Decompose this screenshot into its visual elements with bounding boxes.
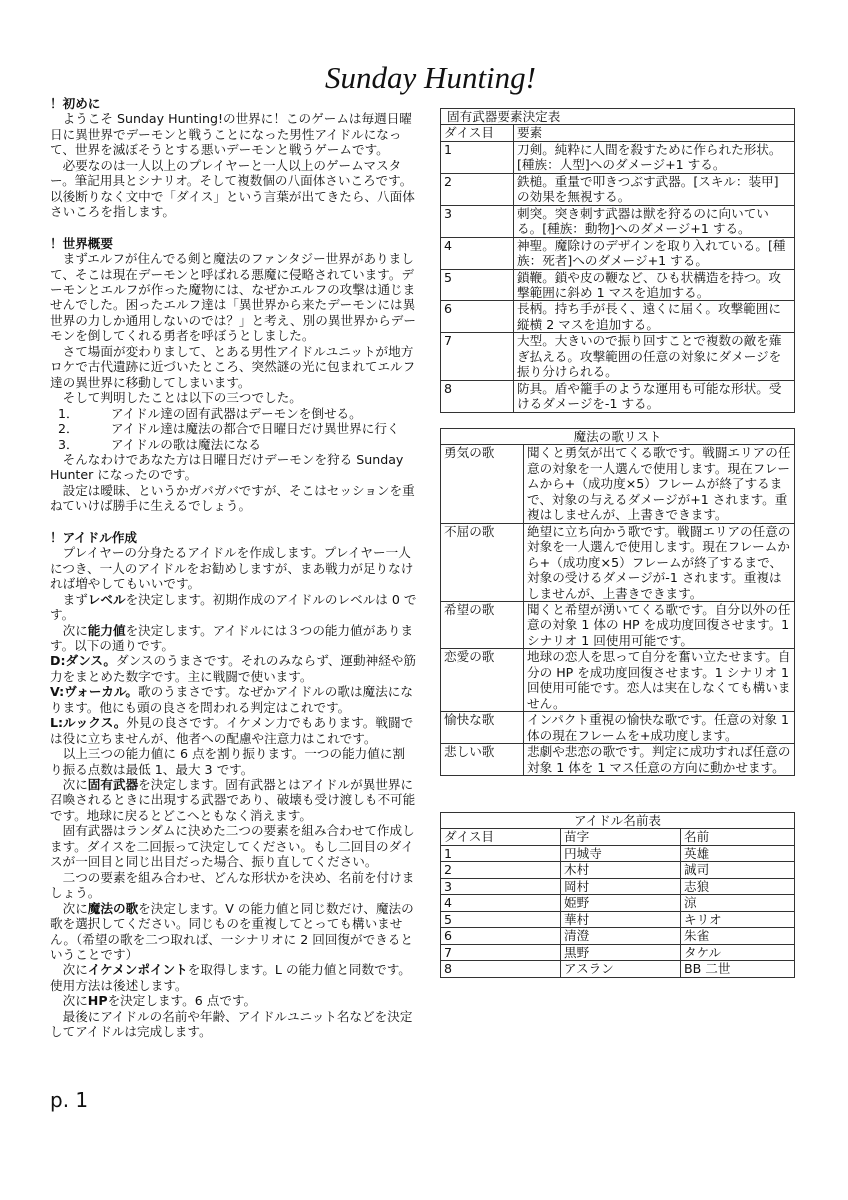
table-row (441, 911, 795, 927)
table-row (441, 301, 795, 333)
song-name-cell: 悲しい歌 (441, 744, 524, 776)
stat-name: V:ヴォーカル。 (50, 684, 139, 700)
item-number: 3． (58, 436, 79, 452)
idol-name-table (440, 812, 795, 978)
section-gap (50, 514, 417, 530)
element-description-cell: 大型。大きいので振り回すことで複数の敵を薙ぎ払える。攻撃範囲の任意の対象にダメージを振り分けられる。 (514, 333, 795, 380)
stat-text: 歌のうまさです。なぜかアイドルの歌は魔法になります。他にも頭の良さを問われる判定はこれです。 (50, 684, 413, 715)
song-description-cell: インパクト重視の愉快な歌です。任意の対象 1 体の現在フレームを+成功度します。 (524, 712, 795, 744)
magic-song-table (440, 428, 795, 776)
song-description-cell: 絶望に立ち向かう歌です。戦闘エリアの任意の対象を一人選んで使用します。現在フレームから+（成功度×5）フレームが終了するまで、対象の受けるダメージが-1 されます。重複はしませんが、上書きできます。 (524, 523, 795, 601)
paragraph: プレイヤーの分身たるアイドルを作成します。プレイヤー一人につき、一人のアイドルをお勧めしますが、まあ戦力が足りなければ増やしてもいいです。 (50, 545, 414, 592)
table-row (441, 237, 795, 269)
given-name-cell: 誠司 (681, 862, 795, 878)
weapon-table-header-element: 要素 (514, 125, 795, 141)
table-row (441, 744, 795, 776)
song-description-cell: 聞くと勇気が出てくる歌です。戦闘エリアの任意の対象を一人選んで使用します。現在フレームから+（成功度×5）フレームが終了するまで、対象の与えるダメージが+1 されます。重複はしませんが、上書きできます。 (524, 445, 795, 523)
surname-cell: 円城寺 (561, 845, 681, 861)
section-heading: ！世界概要 (50, 235, 113, 251)
paragraph: 以上三つの能力値に 6 点を割り振ります。一つの能力値に割り振る点数は最低 1、最大 3 です。 (50, 746, 406, 777)
table-row (441, 445, 795, 523)
given-name-cell: BB 二世 (681, 961, 795, 977)
table-row (441, 845, 795, 861)
given-name-cell: 英雄 (681, 845, 795, 861)
surname-cell: 姫野 (561, 895, 681, 911)
paragraph: 設定は曖昧、というかガバガバですが、そこはセッションを重ねていけば勝手に生えるでしょう。 (50, 482, 415, 514)
paragraph-keyword: 魔法の歌 (87, 900, 139, 916)
paragraph-keyword: 能力値 (87, 622, 126, 638)
paragraph (50, 592, 417, 623)
element-description-cell: 鎖鞭。鎖や皮の鞭など、ひも状構造を持つ。攻撃範囲に斜め 1 マスを追加する。 (514, 269, 795, 301)
given-name-cell: 朱雀 (681, 928, 795, 944)
table-row (441, 601, 795, 648)
paragraph (50, 993, 417, 1008)
song-name-cell: 愉快な歌 (441, 712, 524, 744)
song-table-caption: 魔法の歌リスト (441, 429, 795, 445)
item-text: アイドル達は魔法の都合で日曜日だけ異世界に行く (111, 421, 400, 437)
song-description-cell: 聞くと希望が湧いてくる歌です。自分以外の任意の対象 1 体の HP を成功度回復させます。1 シナリオ 1 回使用可能です。 (524, 601, 795, 648)
song-name-cell: 不屈の歌 (441, 523, 524, 601)
section-heading: ！アイドル作成 (50, 529, 138, 545)
page-number: p. 1 (50, 1088, 89, 1112)
section-gap (50, 220, 417, 236)
stat-description (50, 653, 417, 684)
song-name-cell: 恋愛の歌 (441, 649, 524, 712)
dice-value-cell: 4 (441, 895, 561, 911)
dice-value-cell: 3 (441, 878, 561, 894)
document-title: Sunday Hunting! (325, 60, 536, 95)
paragraph-keyword: HP (87, 993, 108, 1009)
paragraph-lead: 次に (62, 962, 88, 978)
song-description-cell: 地球の恋人を思って自分を奮い立たせます。自分の HP を成功度回復させます。1 シナリオ 1 回使用可能です。恋人は実在しなくても構いません。 (524, 649, 795, 712)
dice-value-cell: 5 (441, 911, 561, 927)
paragraph-lead: まず (62, 591, 88, 607)
song-name-cell: 希望の歌 (441, 601, 524, 648)
stat-description (50, 715, 417, 746)
paragraph (50, 777, 417, 823)
dice-value-cell: 6 (441, 301, 514, 333)
given-name-cell: タケル (681, 944, 795, 960)
table-row (441, 173, 795, 205)
paragraph-keyword: イケメンポイント (87, 962, 188, 978)
paragraph (50, 962, 417, 993)
weapon-table-header-dice: ダイス目 (441, 125, 514, 141)
paragraph: まずエルフが住んでる剣と魔法のファンタジー世界がありまして、そこは現在デーモンと呼ばれる悪魔に侵略されています。デーモンとエルフが作った魔物には、なぜかエルフの攻撃は通じませんでした。困ったエルフ達は「異世界から来たデーモンには異世界の力しか通用しないのでは？」と考え、別の異世界からデーモンを倒してくれる勇者を呼ぼうとしました。 (50, 251, 416, 344)
surname-cell: 岡村 (561, 878, 681, 894)
dice-value-cell: 1 (441, 845, 561, 861)
element-description-cell: 防具。盾や籠手のような運用も可能な形状。受けるダメージを-1 する。 (514, 380, 795, 412)
dice-value-cell: 8 (441, 961, 561, 977)
name-table-header-given-name: 名前 (681, 829, 795, 845)
paragraph: そんなわけであなた方は日曜日だけデーモンを狩る Sunday Hunter になったのです。 (50, 451, 404, 483)
song-description-cell: 悲劇や悲恋の歌です。判定に成功すれば任意の対象 1 体を 1 マス任意の方向に動かせます。 (524, 744, 795, 776)
surname-cell: アスラン (561, 961, 681, 977)
paragraph (50, 901, 417, 963)
dice-value-cell: 8 (441, 380, 514, 412)
given-name-cell: キリオ (681, 911, 795, 927)
name-table-caption: アイドル名前表 (441, 813, 795, 829)
dice-value-cell: 5 (441, 269, 514, 301)
paragraph-text: を取得します。L の能力値と同数です。使用方法は後述します。 (50, 962, 411, 993)
element-description-cell: 長柄。持ち手が長く、遠くに届く。攻撃範囲に縦横 2 マスを追加する。 (514, 301, 795, 333)
paragraph-lead: 次に (62, 622, 88, 638)
item-number: 2． (58, 421, 79, 437)
paragraph-text: を決定します。V の能力値と同じ数だけ、魔法の歌を選択してください。同じものを重複してとっても構いません。（希望の歌を二つ取れば、一シナリオに 2 回回復ができるということです） (50, 900, 414, 963)
table-row (441, 380, 795, 412)
song-name-cell: 勇気の歌 (441, 445, 524, 523)
paragraph: 最後にアイドルの名前や年齢、アイドルユニット名などを決定してアイドルは完成します。 (50, 1008, 413, 1040)
table-row (441, 649, 795, 712)
numbered-item (50, 437, 417, 452)
given-name-cell: 志狼 (681, 878, 795, 894)
dice-value-cell: 4 (441, 237, 514, 269)
surname-cell: 木村 (561, 862, 681, 878)
weapon-table-caption: 固有武器要素決定表 (441, 109, 795, 125)
dice-value-cell: 7 (441, 944, 561, 960)
table-row (441, 862, 795, 878)
table-row (441, 333, 795, 380)
dice-value-cell: 2 (441, 173, 514, 205)
name-table-header-surname: 苗字 (561, 829, 681, 845)
dice-value-cell: 6 (441, 928, 561, 944)
element-description-cell: 神聖。魔除けのデザインを取り入れている。[種族：死者]へのダメージ+1 する。 (514, 237, 795, 269)
item-number: 1． (58, 405, 79, 421)
paragraph-text: を決定します。初期作成のアイドルのレベルは 0 です。 (50, 591, 417, 623)
rules-text-column (50, 96, 417, 1040)
paragraph-lead: 次に (62, 777, 88, 793)
paragraph-text: を決定します。固有武器とはアイドルが異世界に召喚されるときに出現する武器であり、破壊も受け渡しも不可能です。地球に戻るとどこへともなく消えます。 (50, 777, 416, 823)
surname-cell: 華村 (561, 911, 681, 927)
table-row (441, 895, 795, 911)
table-row (441, 944, 795, 960)
weapon-element-table (440, 108, 795, 413)
paragraph: ようこそ Sunday Hunting!の世界に！このゲームは毎週日曜日に異世界でデーモンと戦うことになった男性アイドルになって、世界を滅ぼそうとする悪いデーモンと戦うゲームです。 (50, 111, 412, 158)
element-description-cell: 鉄槌。重量で叩きつぶす武器。[スキル：装甲]の効果を無視する。 (514, 173, 795, 205)
name-table-header-dice: ダイス目 (441, 829, 561, 845)
paragraph: 二つの要素を組み合わせ、どんな形状かを決め、名前を付けましょう。 (50, 869, 415, 901)
table-row (441, 961, 795, 977)
paragraph (50, 623, 417, 654)
paragraph: 必要なのは一人以上のプレイヤーと一人以上のゲームマスター。筆記用具とシナリオ。そして複数個の八面体さいころです。以後断りなく文中で「ダイス」という言葉が出てきたら、八面体さいころを指します。 (50, 157, 415, 220)
given-name-cell: 涼 (681, 895, 795, 911)
stat-text: ダンスのうまさです。それのみならず、運動神経や筋力をまとめた数字です。主に戦闘で使います。 (50, 653, 416, 684)
dice-value-cell: 1 (441, 141, 514, 173)
dice-value-cell: 7 (441, 333, 514, 380)
dice-value-cell: 2 (441, 862, 561, 878)
numbered-item (50, 406, 417, 421)
dice-value-cell: 3 (441, 205, 514, 237)
stat-text: 外見の良さです。イケメン力でもあります。戦闘では役に立ちませんが、他者への配慮や注意力はこれです。 (50, 715, 414, 746)
stat-description (50, 684, 417, 715)
table-row (441, 928, 795, 944)
section-heading: ！初めに (50, 96, 101, 111)
paragraph: 固有武器はランダムに決めた二つの要素を組み合わせて作成します。ダイスを二回振って決定してください。もし二回目のダイスが一回目と同じ出目だった場合、振り直してください。 (50, 823, 415, 870)
item-text: アイドル達の固有武器はデーモンを倒せる。 (111, 405, 362, 421)
paragraph-keyword: 固有武器 (87, 777, 139, 793)
paragraph-text: を決定します。アイドルには３つの能力値があります。以下の通りです。 (50, 622, 414, 653)
stat-name: D:ダンス。 (50, 653, 116, 669)
paragraph: そして判明したことは以下の三つでした。 (62, 390, 302, 406)
item-text: アイドルの歌は魔法になる (111, 436, 261, 452)
stat-name: L:ルックス。 (50, 715, 127, 731)
table-row (441, 878, 795, 894)
table-row (441, 205, 795, 237)
paragraph-keyword: レベル (87, 591, 126, 607)
table-row (441, 712, 795, 744)
surname-cell: 清澄 (561, 928, 681, 944)
numbered-item (50, 421, 417, 436)
table-row (441, 523, 795, 601)
table-row (441, 269, 795, 301)
paragraph-lead: 次に (62, 900, 88, 916)
table-row (441, 141, 795, 173)
element-description-cell: 刀剣。純粋に人間を殺すために作られた形状。[種族：人型]へのダメージ+1 する。 (514, 141, 795, 173)
surname-cell: 黒野 (561, 944, 681, 960)
paragraph-text: を決定します。6 点です。 (107, 993, 257, 1009)
paragraph-lead: 次に (62, 993, 88, 1009)
paragraph: さて場面が変わりまして、とある男性アイドルユニットが地方ロケで古代遺跡に近づいたところ、突然謎の光に包まれてエルフ達の異世界に移動してしまいます。 (50, 343, 416, 390)
element-description-cell: 刺突。突き刺す武器は獣を狩るのに向いている。[種族：動物]へのダメージ+1 する。 (514, 205, 795, 237)
